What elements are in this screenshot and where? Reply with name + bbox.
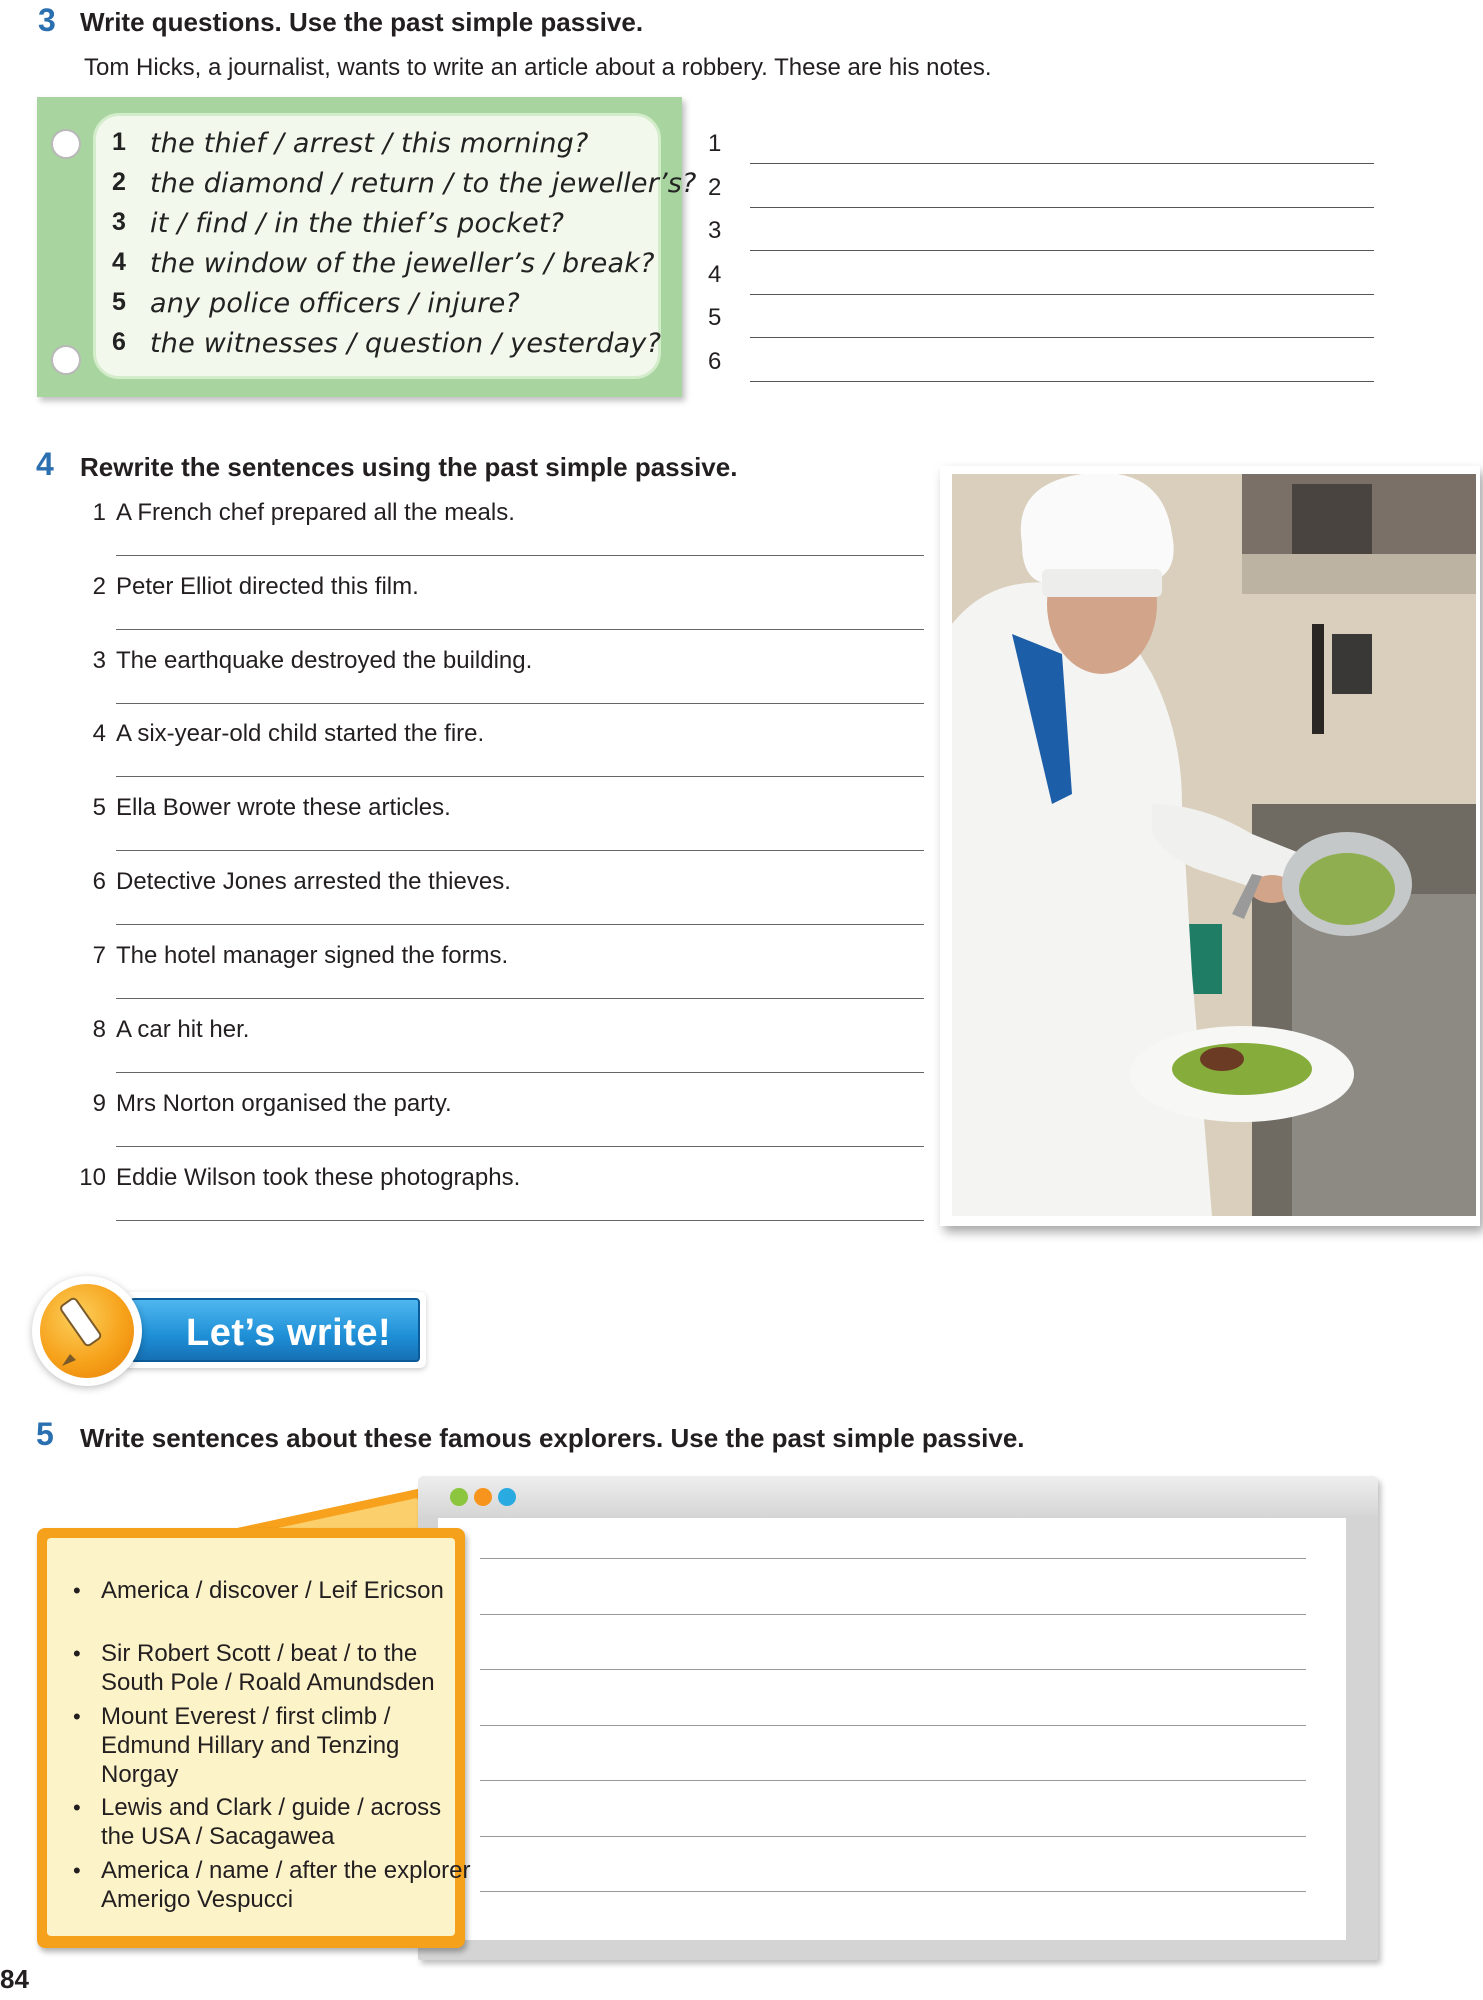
sentence-item[interactable]: 6 Detective Jones arrested the thieves. [58, 868, 924, 942]
notebook-card [37, 97, 697, 397]
exercise-3-title: Write questions. Use the past simple passive. [80, 7, 644, 37]
chef-photo-frame [940, 466, 1480, 1226]
exercise-3-intro: Tom Hicks, a journalist, wants to write an article about a robbery. These are his notes. [84, 54, 992, 81]
sentence-item[interactable]: 8 A car hit her. [58, 1016, 924, 1090]
explorers-prompt-box [37, 1528, 471, 1948]
badge-bar [124, 1292, 426, 1368]
prompt-item: • Lewis and Clark / guide / across the USA / Sacagawea [101, 1793, 471, 1851]
writing-line[interactable] [480, 1891, 1306, 1892]
badge-label: Let’s write! [186, 1312, 392, 1354]
exercise-5-title: Write sentences about these famous explorers. Use the past simple passive. [80, 1423, 1025, 1453]
sentence-item[interactable]: 9 Mrs Norton organised the party. [58, 1090, 924, 1164]
answer-line[interactable]: 5 [702, 302, 1374, 342]
prompt-item: • America / discover / Leif Ericson [101, 1576, 471, 1605]
binder-hole-icon [51, 129, 81, 159]
answer-line[interactable]: 3 [702, 215, 1374, 255]
binder-hole-icon [51, 345, 81, 375]
sentence-item[interactable]: 3 The earthquake destroyed the building. [58, 647, 924, 721]
sentence-item[interactable]: 10 Eddie Wilson took these photographs. [58, 1164, 924, 1238]
answer-line[interactable]: 1 [702, 128, 1374, 168]
prompt-item: • America / name / after the explorer Amerigo Vespucci [101, 1856, 471, 1914]
exercise-4-title: Rewrite the sentences using the past simple passive. [80, 452, 738, 482]
sentence-item[interactable]: 4 A six-year-old child started the fire. [58, 720, 924, 794]
writing-area[interactable] [438, 1518, 1346, 1940]
browser-titlebar [418, 1476, 1378, 1516]
writing-line[interactable] [480, 1558, 1306, 1559]
answer-line[interactable]: 2 [702, 172, 1374, 212]
notebook-page: 1 the thief / arrest / this morning? 2 the diamond / return / to the jeweller’s? 3 it / find / in the thief’s pocket? 4 the window of the jeweller’s / break? 5 any police officers / injure? 6 the witnesses / question / yesterday? [93, 113, 661, 379]
page-number: 84 [0, 1964, 29, 1994]
answer-line[interactable]: 4 [702, 259, 1374, 299]
writing-line[interactable] [480, 1669, 1306, 1670]
browser-dot-blue-icon [498, 1488, 516, 1506]
prompt-item: • Sir Robert Scott / beat / to the South Pole / Roald Amundsden [101, 1639, 471, 1697]
answer-line[interactable]: 6 [702, 346, 1374, 386]
writing-line[interactable] [480, 1614, 1306, 1615]
lets-write-badge [32, 1276, 402, 1386]
sentence-item[interactable]: 2 Peter Elliot directed this film. [58, 573, 924, 647]
pencil-icon [32, 1276, 142, 1386]
writing-line[interactable] [480, 1836, 1306, 1837]
writing-line[interactable] [480, 1780, 1306, 1781]
exercise-3-number: 3 [38, 2, 56, 38]
writing-line[interactable] [480, 1725, 1306, 1726]
chef-photo [952, 474, 1476, 1216]
exercise-5-number: 5 [36, 1416, 54, 1452]
sentence-item[interactable]: 5 Ella Bower wrote these articles. [58, 794, 924, 868]
browser-dot-green-icon [450, 1488, 468, 1506]
prompt-item: • Mount Everest / first climb / Edmund Hillary and Tenzing Norgay [101, 1702, 471, 1789]
chef-illustration [952, 474, 1476, 1216]
sentence-item[interactable]: 1 A French chef prepared all the meals. [58, 499, 924, 573]
browser-dot-orange-icon [474, 1488, 492, 1506]
exercise-4-number: 4 [36, 446, 54, 482]
browser-window [418, 1476, 1378, 1960]
sentence-item[interactable]: 7 The hotel manager signed the forms. [58, 942, 924, 1016]
